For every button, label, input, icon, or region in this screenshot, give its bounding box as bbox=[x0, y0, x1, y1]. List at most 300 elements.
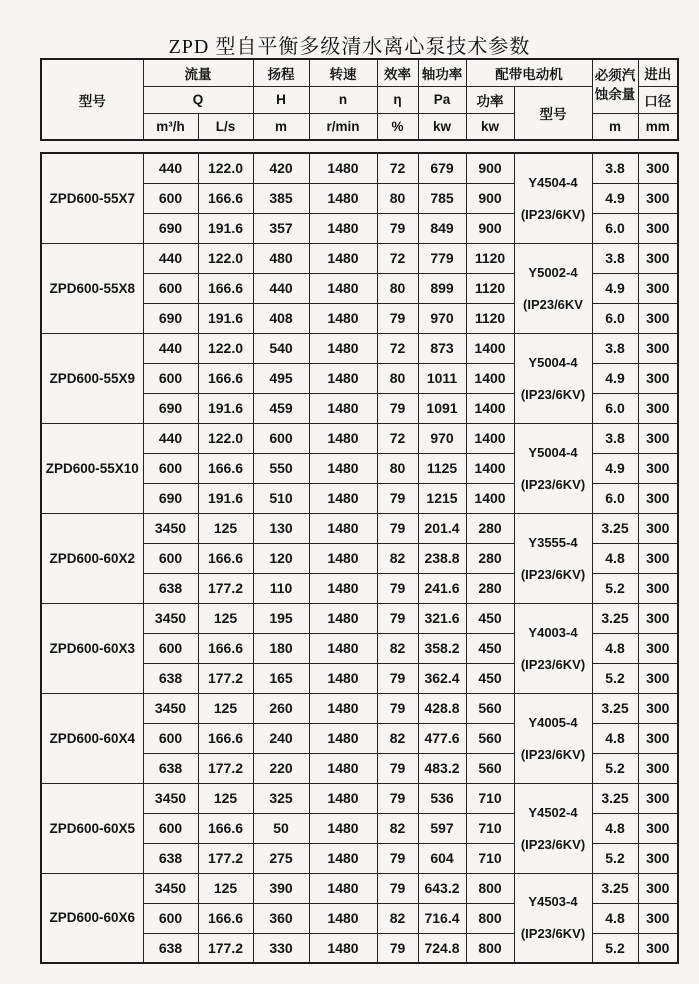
table-row bbox=[41, 693, 678, 723]
cell-head: 510 bbox=[253, 483, 309, 513]
pump-model-label: ZPD600-55X10 bbox=[45, 460, 139, 476]
cell-speed: 1480 bbox=[309, 543, 377, 573]
cell-motor-power: 900 bbox=[466, 183, 514, 213]
page-title: ZPD 型自平衡多级清水离心泵技术参数 bbox=[168, 36, 531, 58]
cell-npsh: 5.2 bbox=[592, 933, 638, 963]
cell-flow-ls: 177.2 bbox=[198, 753, 253, 783]
cell-flow-ls: 166.6 bbox=[198, 183, 253, 213]
motor-model-block bbox=[515, 175, 592, 222]
cell-flow-ls: 191.6 bbox=[198, 393, 253, 423]
cell-efficiency: 82 bbox=[377, 543, 418, 573]
cell-flow-m3h: 690 bbox=[143, 303, 198, 333]
cell-flow-m3h: 600 bbox=[143, 633, 198, 663]
cell-flow-m3h: 3450 bbox=[143, 693, 198, 723]
motor-model-line: Y3555-4 bbox=[528, 534, 578, 550]
cell-motor-power: 1120 bbox=[466, 243, 514, 273]
cell-flow-m3h: 638 bbox=[143, 843, 198, 873]
cell-port-diameter: 300 bbox=[638, 753, 678, 783]
cell-efficiency: 79 bbox=[377, 603, 418, 633]
cell-motor-power: 1400 bbox=[466, 393, 514, 423]
cell-shaft-power: 785 bbox=[418, 183, 466, 213]
cell-flow-ls: 166.6 bbox=[198, 633, 253, 663]
cell-flow-m3h: 600 bbox=[143, 813, 198, 843]
cell-port-diameter: 300 bbox=[638, 513, 678, 543]
table-row bbox=[41, 243, 678, 273]
cell-shaft-power: 899 bbox=[418, 273, 466, 303]
motor-model-line: Y5004-4 bbox=[528, 444, 578, 460]
unit-port: mm bbox=[638, 113, 678, 140]
symbol-flow: Q bbox=[143, 86, 253, 113]
cell-motor-power: 1400 bbox=[466, 333, 514, 363]
cell-efficiency: 72 bbox=[377, 423, 418, 453]
cell-flow-ls: 122.0 bbox=[198, 243, 253, 273]
cell-shaft-power: 849 bbox=[418, 213, 466, 243]
cell-flow-ls: 122.0 bbox=[198, 423, 253, 453]
cell-motor-model bbox=[514, 873, 592, 963]
col-header-npsh bbox=[592, 59, 638, 113]
cell-motor-model bbox=[514, 693, 592, 783]
cell-motor-power: 280 bbox=[466, 513, 514, 543]
symbol-efficiency: η bbox=[377, 86, 418, 113]
pump-model-label: ZPD600-60X3 bbox=[49, 640, 136, 656]
cell-head: 390 bbox=[253, 873, 309, 903]
cell-shaft-power: 643.2 bbox=[418, 873, 466, 903]
cell-shaft-power: 970 bbox=[418, 423, 466, 453]
cell-speed: 1480 bbox=[309, 663, 377, 693]
table-row bbox=[41, 873, 678, 903]
motor-model-line: Y4003-4 bbox=[528, 624, 578, 640]
cell-shaft-power: 1125 bbox=[418, 453, 466, 483]
table-row bbox=[41, 603, 678, 633]
cell-speed: 1480 bbox=[309, 903, 377, 933]
cell-speed: 1480 bbox=[309, 513, 377, 543]
unit-head: m bbox=[253, 113, 309, 140]
cell-npsh: 5.2 bbox=[592, 573, 638, 603]
cell-motor-power: 1400 bbox=[466, 363, 514, 393]
col-header-speed: 转速 bbox=[309, 59, 377, 86]
cell-npsh: 6.0 bbox=[592, 393, 638, 423]
motor-model-line: (IP23/6KV) bbox=[520, 926, 586, 942]
cell-npsh: 4.8 bbox=[592, 903, 638, 933]
cell-flow-ls: 122.0 bbox=[198, 333, 253, 363]
cell-flow-m3h: 600 bbox=[143, 273, 198, 303]
col-header-efficiency: 效率 bbox=[377, 59, 418, 86]
pump-model-label: ZPD600-60X6 bbox=[49, 910, 136, 926]
cell-shaft-power: 679 bbox=[418, 153, 466, 183]
cell-port-diameter: 300 bbox=[638, 693, 678, 723]
cell-head: 440 bbox=[253, 273, 309, 303]
cell-shaft-power: 597 bbox=[418, 813, 466, 843]
cell-flow-ls: 125 bbox=[198, 603, 253, 633]
cell-efficiency: 79 bbox=[377, 693, 418, 723]
cell-flow-m3h: 600 bbox=[143, 903, 198, 933]
cell-npsh: 4.8 bbox=[592, 723, 638, 753]
pump-model-label: ZPD600-55X8 bbox=[49, 280, 136, 296]
symbol-shaft-power: Pa bbox=[418, 86, 466, 113]
cell-port-diameter: 300 bbox=[638, 663, 678, 693]
cell-npsh: 3.8 bbox=[592, 243, 638, 273]
cell-flow-m3h: 3450 bbox=[143, 603, 198, 633]
motor-model-line: (IP23/6KV) bbox=[520, 836, 586, 852]
motor-model-block bbox=[515, 535, 592, 582]
cell-port-diameter: 300 bbox=[638, 423, 678, 453]
cell-speed: 1480 bbox=[309, 603, 377, 633]
cell-flow-ls: 191.6 bbox=[198, 213, 253, 243]
cell-flow-ls: 191.6 bbox=[198, 303, 253, 333]
cell-port-diameter: 300 bbox=[638, 333, 678, 363]
cell-head: 459 bbox=[253, 393, 309, 423]
cell-head: 165 bbox=[253, 663, 309, 693]
unit-efficiency: % bbox=[377, 113, 418, 140]
motor-model-block bbox=[515, 445, 592, 492]
cell-shaft-power: 358.2 bbox=[418, 633, 466, 663]
cell-efficiency: 79 bbox=[377, 483, 418, 513]
cell-motor-power: 800 bbox=[466, 903, 514, 933]
cell-flow-ls: 191.6 bbox=[198, 483, 253, 513]
cell-efficiency: 79 bbox=[377, 873, 418, 903]
cell-port-diameter: 300 bbox=[638, 783, 678, 813]
unit-motor-power: kw bbox=[466, 113, 514, 140]
cell-speed: 1480 bbox=[309, 273, 377, 303]
cell-port-diameter: 300 bbox=[638, 213, 678, 243]
cell-flow-ls: 125 bbox=[198, 693, 253, 723]
col-header-head: 扬程 bbox=[253, 59, 309, 86]
col-header-flow: 流量 bbox=[143, 59, 253, 86]
cell-npsh: 3.25 bbox=[592, 783, 638, 813]
cell-shaft-power: 483.2 bbox=[418, 753, 466, 783]
cell-motor-power: 280 bbox=[466, 543, 514, 573]
cell-efficiency: 79 bbox=[377, 393, 418, 423]
cell-model bbox=[41, 243, 143, 333]
cell-shaft-power: 1091 bbox=[418, 393, 466, 423]
cell-model bbox=[41, 423, 143, 513]
cell-flow-ls: 125 bbox=[198, 513, 253, 543]
motor-model-line: Y4502-4 bbox=[528, 804, 578, 820]
motor-model-line: (IP23/6KV) bbox=[520, 566, 586, 582]
cell-flow-m3h: 600 bbox=[143, 543, 198, 573]
cell-motor-power: 710 bbox=[466, 843, 514, 873]
spec-header-table bbox=[40, 58, 679, 141]
cell-npsh: 4.8 bbox=[592, 543, 638, 573]
cell-shaft-power: 970 bbox=[418, 303, 466, 333]
cell-flow-m3h: 690 bbox=[143, 213, 198, 243]
cell-shaft-power: 362.4 bbox=[418, 663, 466, 693]
motor-model-block bbox=[515, 805, 592, 852]
symbol-head: H bbox=[253, 86, 309, 113]
cell-motor-power: 710 bbox=[466, 783, 514, 813]
cell-efficiency: 82 bbox=[377, 903, 418, 933]
cell-speed: 1480 bbox=[309, 693, 377, 723]
cell-efficiency: 72 bbox=[377, 333, 418, 363]
motor-model-line: Y4504-4 bbox=[528, 174, 578, 190]
motor-model-block bbox=[515, 625, 592, 672]
pump-table-body bbox=[41, 153, 678, 963]
cell-motor-power: 900 bbox=[466, 153, 514, 183]
cell-motor-power: 1120 bbox=[466, 303, 514, 333]
cell-efficiency: 80 bbox=[377, 273, 418, 303]
motor-model-line: (IP23/6KV) bbox=[520, 476, 586, 492]
motor-model-line: (IP23/6KV) bbox=[520, 746, 586, 762]
col-header-port-line2: 口径 bbox=[638, 86, 678, 113]
cell-port-diameter: 300 bbox=[638, 243, 678, 273]
pump-model-label: ZPD600-60X2 bbox=[49, 550, 136, 566]
cell-flow-m3h: 600 bbox=[143, 183, 198, 213]
cell-motor-power: 710 bbox=[466, 813, 514, 843]
cell-head: 420 bbox=[253, 153, 309, 183]
cell-speed: 1480 bbox=[309, 393, 377, 423]
motor-model-line: (IP23/6KV bbox=[523, 296, 583, 312]
cell-flow-m3h: 600 bbox=[143, 723, 198, 753]
cell-motor-power: 450 bbox=[466, 663, 514, 693]
cell-efficiency: 79 bbox=[377, 303, 418, 333]
cell-shaft-power: 1011 bbox=[418, 363, 466, 393]
cell-port-diameter: 300 bbox=[638, 183, 678, 213]
pump-model-label: ZPD600-60X5 bbox=[49, 820, 136, 836]
cell-npsh: 3.8 bbox=[592, 333, 638, 363]
col-header-model: 型号 bbox=[41, 59, 143, 140]
cell-head: 550 bbox=[253, 453, 309, 483]
cell-head: 360 bbox=[253, 903, 309, 933]
cell-npsh: 5.2 bbox=[592, 843, 638, 873]
cell-speed: 1480 bbox=[309, 573, 377, 603]
cell-flow-ls: 166.6 bbox=[198, 453, 253, 483]
cell-motor-power: 900 bbox=[466, 213, 514, 243]
cell-model bbox=[41, 693, 143, 783]
cell-speed: 1480 bbox=[309, 453, 377, 483]
cell-speed: 1480 bbox=[309, 933, 377, 963]
unit-speed: r/min bbox=[309, 113, 377, 140]
cell-shaft-power: 724.8 bbox=[418, 933, 466, 963]
cell-speed: 1480 bbox=[309, 843, 377, 873]
cell-shaft-power: 321.6 bbox=[418, 603, 466, 633]
cell-head: 325 bbox=[253, 783, 309, 813]
cell-head: 110 bbox=[253, 573, 309, 603]
col-header-motor-power: 功率 bbox=[466, 86, 514, 113]
cell-head: 385 bbox=[253, 183, 309, 213]
col-header-shaft-power: 轴功率 bbox=[418, 59, 466, 86]
cell-motor-power: 560 bbox=[466, 753, 514, 783]
cell-flow-m3h: 690 bbox=[143, 393, 198, 423]
cell-flow-ls: 125 bbox=[198, 873, 253, 903]
motor-model-block bbox=[515, 265, 592, 312]
cell-npsh: 3.25 bbox=[592, 603, 638, 633]
cell-port-diameter: 300 bbox=[638, 813, 678, 843]
cell-motor-model bbox=[514, 423, 592, 513]
cell-port-diameter: 300 bbox=[638, 873, 678, 903]
col-header-motor-model: 型号 bbox=[514, 86, 592, 140]
cell-flow-ls: 166.6 bbox=[198, 363, 253, 393]
cell-flow-ls: 125 bbox=[198, 783, 253, 813]
cell-motor-power: 800 bbox=[466, 873, 514, 903]
cell-npsh: 5.2 bbox=[592, 663, 638, 693]
table-row bbox=[41, 423, 678, 453]
cell-motor-power: 560 bbox=[466, 693, 514, 723]
cell-npsh: 4.8 bbox=[592, 633, 638, 663]
cell-speed: 1480 bbox=[309, 183, 377, 213]
cell-efficiency: 82 bbox=[377, 813, 418, 843]
cell-port-diameter: 300 bbox=[638, 603, 678, 633]
cell-speed: 1480 bbox=[309, 873, 377, 903]
motor-model-block bbox=[515, 715, 592, 762]
cell-motor-power: 1400 bbox=[466, 423, 514, 453]
cell-efficiency: 79 bbox=[377, 513, 418, 543]
motor-model-block bbox=[515, 894, 592, 941]
cell-speed: 1480 bbox=[309, 483, 377, 513]
unit-flow-ls: L/s bbox=[198, 113, 253, 140]
cell-flow-ls: 166.6 bbox=[198, 273, 253, 303]
cell-port-diameter: 300 bbox=[638, 453, 678, 483]
npsh-label-line1: 必须汽 bbox=[594, 68, 636, 84]
cell-npsh: 6.0 bbox=[592, 483, 638, 513]
cell-flow-ls: 166.6 bbox=[198, 543, 253, 573]
cell-model bbox=[41, 513, 143, 603]
cell-motor-model bbox=[514, 783, 592, 873]
cell-npsh: 5.2 bbox=[592, 753, 638, 783]
cell-port-diameter: 300 bbox=[638, 543, 678, 573]
motor-model-block bbox=[515, 355, 592, 402]
cell-motor-model bbox=[514, 153, 592, 243]
table-row bbox=[41, 513, 678, 543]
cell-speed: 1480 bbox=[309, 363, 377, 393]
cell-efficiency: 82 bbox=[377, 723, 418, 753]
cell-flow-m3h: 638 bbox=[143, 753, 198, 783]
cell-shaft-power: 201.4 bbox=[418, 513, 466, 543]
cell-head: 50 bbox=[253, 813, 309, 843]
cell-flow-ls: 177.2 bbox=[198, 843, 253, 873]
spec-body-table bbox=[40, 152, 679, 964]
cell-motor-power: 800 bbox=[466, 933, 514, 963]
cell-motor-power: 1400 bbox=[466, 453, 514, 483]
cell-npsh: 3.25 bbox=[592, 693, 638, 723]
unit-npsh: m bbox=[592, 113, 638, 140]
cell-flow-m3h: 3450 bbox=[143, 513, 198, 543]
cell-flow-m3h: 440 bbox=[143, 423, 198, 453]
header-row-1 bbox=[41, 59, 678, 86]
cell-port-diameter: 300 bbox=[638, 363, 678, 393]
cell-speed: 1480 bbox=[309, 213, 377, 243]
symbol-speed: n bbox=[309, 86, 377, 113]
cell-npsh: 6.0 bbox=[592, 213, 638, 243]
cell-efficiency: 79 bbox=[377, 213, 418, 243]
cell-port-diameter: 300 bbox=[638, 483, 678, 513]
cell-port-diameter: 300 bbox=[638, 903, 678, 933]
cell-speed: 1480 bbox=[309, 333, 377, 363]
cell-port-diameter: 300 bbox=[638, 153, 678, 183]
cell-flow-ls: 177.2 bbox=[198, 933, 253, 963]
cell-speed: 1480 bbox=[309, 633, 377, 663]
cell-speed: 1480 bbox=[309, 753, 377, 783]
cell-npsh: 3.8 bbox=[592, 423, 638, 453]
cell-flow-m3h: 638 bbox=[143, 663, 198, 693]
cell-port-diameter: 300 bbox=[638, 393, 678, 423]
cell-head: 120 bbox=[253, 543, 309, 573]
cell-flow-m3h: 638 bbox=[143, 933, 198, 963]
cell-model bbox=[41, 603, 143, 693]
cell-model bbox=[41, 333, 143, 423]
motor-model-line: (IP23/6KV) bbox=[520, 656, 586, 672]
cell-flow-m3h: 440 bbox=[143, 153, 198, 183]
cell-flow-m3h: 638 bbox=[143, 573, 198, 603]
cell-npsh: 4.9 bbox=[592, 273, 638, 303]
cell-head: 540 bbox=[253, 333, 309, 363]
cell-shaft-power: 1215 bbox=[418, 483, 466, 513]
cell-motor-model bbox=[514, 243, 592, 333]
cell-flow-m3h: 440 bbox=[143, 333, 198, 363]
col-header-port-line1: 进出 bbox=[638, 59, 678, 86]
motor-model-line: (IP23/6KV) bbox=[520, 386, 586, 402]
cell-efficiency: 79 bbox=[377, 753, 418, 783]
cell-flow-m3h: 690 bbox=[143, 483, 198, 513]
cell-head: 600 bbox=[253, 423, 309, 453]
cell-flow-ls: 177.2 bbox=[198, 573, 253, 603]
cell-head: 480 bbox=[253, 243, 309, 273]
cell-efficiency: 79 bbox=[377, 933, 418, 963]
motor-model-line: Y4005-4 bbox=[528, 714, 578, 730]
cell-motor-power: 1400 bbox=[466, 483, 514, 513]
cell-npsh: 4.9 bbox=[592, 453, 638, 483]
cell-motor-power: 1120 bbox=[466, 273, 514, 303]
cell-speed: 1480 bbox=[309, 153, 377, 183]
cell-port-diameter: 300 bbox=[638, 633, 678, 663]
cell-efficiency: 79 bbox=[377, 663, 418, 693]
cell-efficiency: 82 bbox=[377, 633, 418, 663]
cell-npsh: 6.0 bbox=[592, 303, 638, 333]
motor-model-line: Y5002-4 bbox=[528, 264, 578, 280]
motor-model-line: Y4503-4 bbox=[528, 894, 578, 910]
cell-model bbox=[41, 783, 143, 873]
cell-motor-power: 450 bbox=[466, 633, 514, 663]
cell-head: 260 bbox=[253, 693, 309, 723]
unit-flow-m3h: m³/h bbox=[143, 113, 198, 140]
cell-flow-ls: 166.6 bbox=[198, 723, 253, 753]
cell-npsh: 3.8 bbox=[592, 153, 638, 183]
npsh-label-line2: 蚀余量 bbox=[594, 87, 636, 103]
cell-shaft-power: 873 bbox=[418, 333, 466, 363]
cell-head: 195 bbox=[253, 603, 309, 633]
cell-motor-power: 450 bbox=[466, 603, 514, 633]
cell-head: 357 bbox=[253, 213, 309, 243]
cell-efficiency: 80 bbox=[377, 453, 418, 483]
cell-speed: 1480 bbox=[309, 723, 377, 753]
cell-shaft-power: 779 bbox=[418, 243, 466, 273]
cell-motor-model bbox=[514, 603, 592, 693]
cell-head: 180 bbox=[253, 633, 309, 663]
cell-npsh: 3.25 bbox=[592, 873, 638, 903]
cell-flow-m3h: 600 bbox=[143, 363, 198, 393]
cell-motor-power: 560 bbox=[466, 723, 514, 753]
col-header-motor-group: 配带电动机 bbox=[466, 59, 592, 86]
cell-port-diameter: 300 bbox=[638, 303, 678, 333]
cell-shaft-power: 477.6 bbox=[418, 723, 466, 753]
cell-efficiency: 72 bbox=[377, 153, 418, 183]
cell-head: 130 bbox=[253, 513, 309, 543]
cell-efficiency: 79 bbox=[377, 783, 418, 813]
table-row bbox=[41, 153, 678, 183]
cell-model bbox=[41, 873, 143, 963]
cell-speed: 1480 bbox=[309, 813, 377, 843]
cell-shaft-power: 716.4 bbox=[418, 903, 466, 933]
table-row bbox=[41, 333, 678, 363]
cell-flow-ls: 166.6 bbox=[198, 813, 253, 843]
cell-efficiency: 80 bbox=[377, 183, 418, 213]
cell-motor-model bbox=[514, 333, 592, 423]
cell-motor-model bbox=[514, 513, 592, 603]
cell-model bbox=[41, 153, 143, 243]
cell-speed: 1480 bbox=[309, 303, 377, 333]
cell-flow-m3h: 600 bbox=[143, 453, 198, 483]
cell-flow-m3h: 3450 bbox=[143, 783, 198, 813]
cell-port-diameter: 300 bbox=[638, 933, 678, 963]
